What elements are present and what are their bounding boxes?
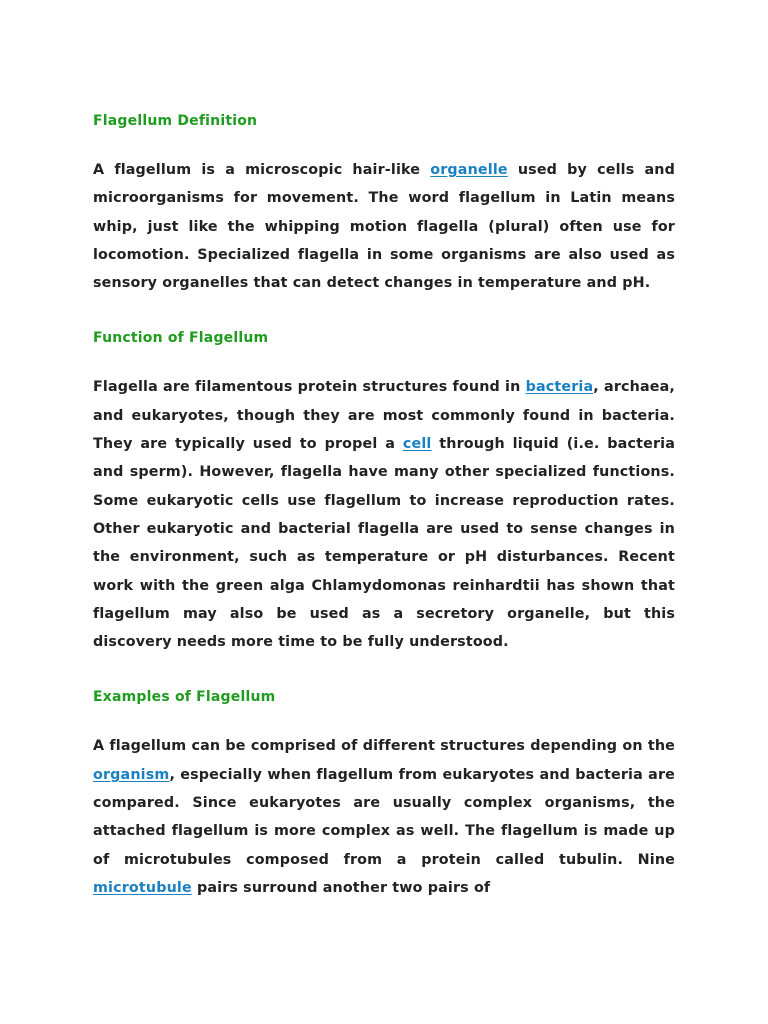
heading-examples-of-flagellum: Examples of Flagellum <box>93 689 276 706</box>
text-run: , archaea, and eukaryotes, though they are most commonly found in bacteria. They are typically used to propel a <box>93 379 675 453</box>
text-run: pairs surround another two pairs of <box>191 879 491 896</box>
text-run: Flagella are filamentous protein structures found in <box>93 379 526 396</box>
paragraph-function <box>93 373 675 656</box>
text-run: through liquid (i.e. bacteria and sperm). However, flagella have many other specialized functions. Some eukaryotic cells use flagellum to increase reproduction rates. Other eukaryotic and bacterial flagella are used to sense changes in the environment, such as temperature or pH disturbances. Recent work with the green alga Chlamydomonas reinhardtii has shown that flagellum may also be used as a secretory organelle, but this discovery needs more time to be fully understood. <box>93 436 675 651</box>
link-organelle[interactable]: organelle <box>430 162 508 178</box>
paragraph-definition <box>93 156 675 297</box>
heading-flagellum-definition: Flagellum Definition <box>93 113 258 129</box>
text-run: used by cells and microorganisms for movement. The word flagellum in Latin means whip, just like the whipping motion flagella (plural) often use for locomotion. Specialized flagella in some organisms are also used as sensory organelles that can detect changes in temperature and pH. <box>93 162 675 292</box>
text-run: A flagellum can be comprised of different structures depending on the <box>93 738 675 755</box>
document-page <box>93 110 675 902</box>
paragraph-examples <box>93 732 675 902</box>
heading-function-of-flagellum: Function of Flagellum <box>93 330 269 347</box>
link-cell[interactable]: cell <box>402 436 432 453</box>
link-organism[interactable]: organism <box>93 766 170 783</box>
text-run: , especially when flagellum from eukaryotes and bacteria are compared. Since eukaryotes are usually complex organisms, the attached flagellum is more complex as well. The flagellum is made up of microtubules composed from a protein called tubulin. Nine <box>93 766 675 868</box>
link-bacteria[interactable]: bacteria <box>525 379 594 396</box>
text-run: A flagellum is a microscopic hair-like <box>93 162 431 178</box>
link-microtubule[interactable]: microtubule <box>93 879 192 896</box>
